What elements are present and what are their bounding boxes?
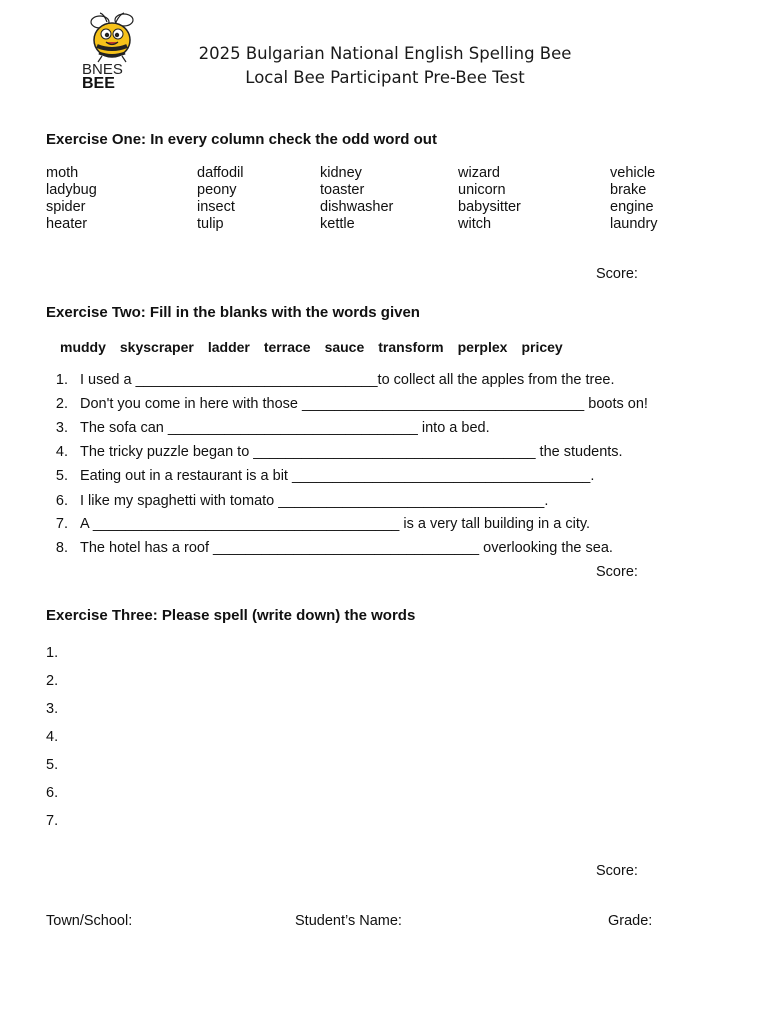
page-title-line2: Local Bee Participant Pre-Bee Test — [245, 68, 525, 87]
svg-text:BEE: BEE — [82, 75, 115, 90]
word-col3-4: kettle — [320, 216, 355, 232]
page-title-line1: 2025 Bulgarian National English Spelling Bee — [198, 44, 572, 63]
sentence-5: 5. Eating out in a restaurant is a bit _____________________________________. — [55, 468, 595, 484]
sentence-8: 8. The hotel has a roof _________________________________ overlooking the sea. — [55, 540, 613, 556]
exercise-two-score: Score: — [596, 564, 638, 580]
word-col4-2: unicorn — [458, 182, 506, 198]
svg-text:BNES: BNES — [82, 61, 123, 78]
sentence-4: 4. The tricky puzzle began to ___________________________________ the students. — [55, 444, 623, 460]
spell-item-5: 5. — [46, 757, 59, 773]
word-col5-3: engine — [610, 199, 654, 215]
word-bank — [60, 339, 577, 355]
sentence-3: 3. The sofa can _______________________________ into a bed. — [55, 420, 490, 436]
sentence-2: 2. Don't you come in here with those ___________________________________ boots on! — [55, 396, 648, 412]
grade-label: Grade: — [608, 913, 653, 929]
exercise-three-heading: Exercise Three: Please spell (write down) the words — [46, 607, 416, 624]
sentence-7: 7. A ______________________________________ is a very tall building in a city. — [55, 516, 591, 532]
student-name-label: Student’s Name: — [295, 913, 402, 929]
spell-item-2: 2. — [46, 673, 59, 689]
word-bank-item: skyscraper — [119, 339, 194, 355]
word-col1-3: spider — [46, 199, 86, 215]
exercise-two-heading: Exercise Two: Fill in the blanks with the words given — [46, 304, 420, 321]
word-col1-4: heater — [46, 216, 88, 232]
word-bank-item: terrace — [263, 339, 311, 355]
word-col3-2: toaster — [320, 182, 365, 198]
spell-item-6: 6. — [46, 785, 59, 801]
word-col2-3: insect — [197, 199, 235, 215]
word-col1-2: ladybug — [46, 182, 97, 198]
word-bank-item: perplex — [457, 339, 508, 355]
word-col3-1: kidney — [320, 165, 362, 181]
word-col2-1: daffodil — [197, 165, 244, 181]
word-col3-3: dishwasher — [320, 199, 394, 215]
town-school-label: Town/School: — [46, 913, 133, 929]
word-bank-item: ladder — [207, 339, 250, 355]
word-col2-4: tulip — [197, 216, 224, 232]
word-col5-4: laundry — [610, 216, 658, 232]
word-col1-1: moth — [46, 165, 79, 181]
word-col4-4: witch — [458, 216, 492, 232]
bnes-bee-logo — [80, 10, 142, 90]
word-bank-item: pricey — [521, 339, 563, 355]
word-col5-1: vehicle — [610, 165, 656, 181]
word-bank-item: sauce — [324, 339, 365, 355]
exercise-one-score: Score: — [596, 266, 638, 282]
word-col2-2: peony — [197, 182, 237, 198]
word-bank-item: muddy — [60, 339, 106, 355]
spell-item-1: 1. — [46, 645, 59, 661]
sentence-1: 1. I used a ______________________________to collect all the apples from the tree. — [55, 372, 615, 388]
spell-item-3: 3. — [46, 701, 59, 717]
sentence-6: 6. I like my spaghetti with tomato _________________________________. — [55, 493, 549, 509]
word-bank-item: transform — [378, 339, 444, 355]
exercise-three-score: Score: — [596, 863, 638, 879]
word-col4-1: wizard — [458, 165, 500, 181]
exercise-one-heading: Exercise One: In every column check the odd word out — [46, 131, 437, 148]
spell-item-4: 4. — [46, 729, 59, 745]
word-col4-3: babysitter — [458, 199, 521, 215]
spell-item-7: 7. — [46, 813, 59, 829]
word-col5-2: brake — [610, 182, 647, 198]
